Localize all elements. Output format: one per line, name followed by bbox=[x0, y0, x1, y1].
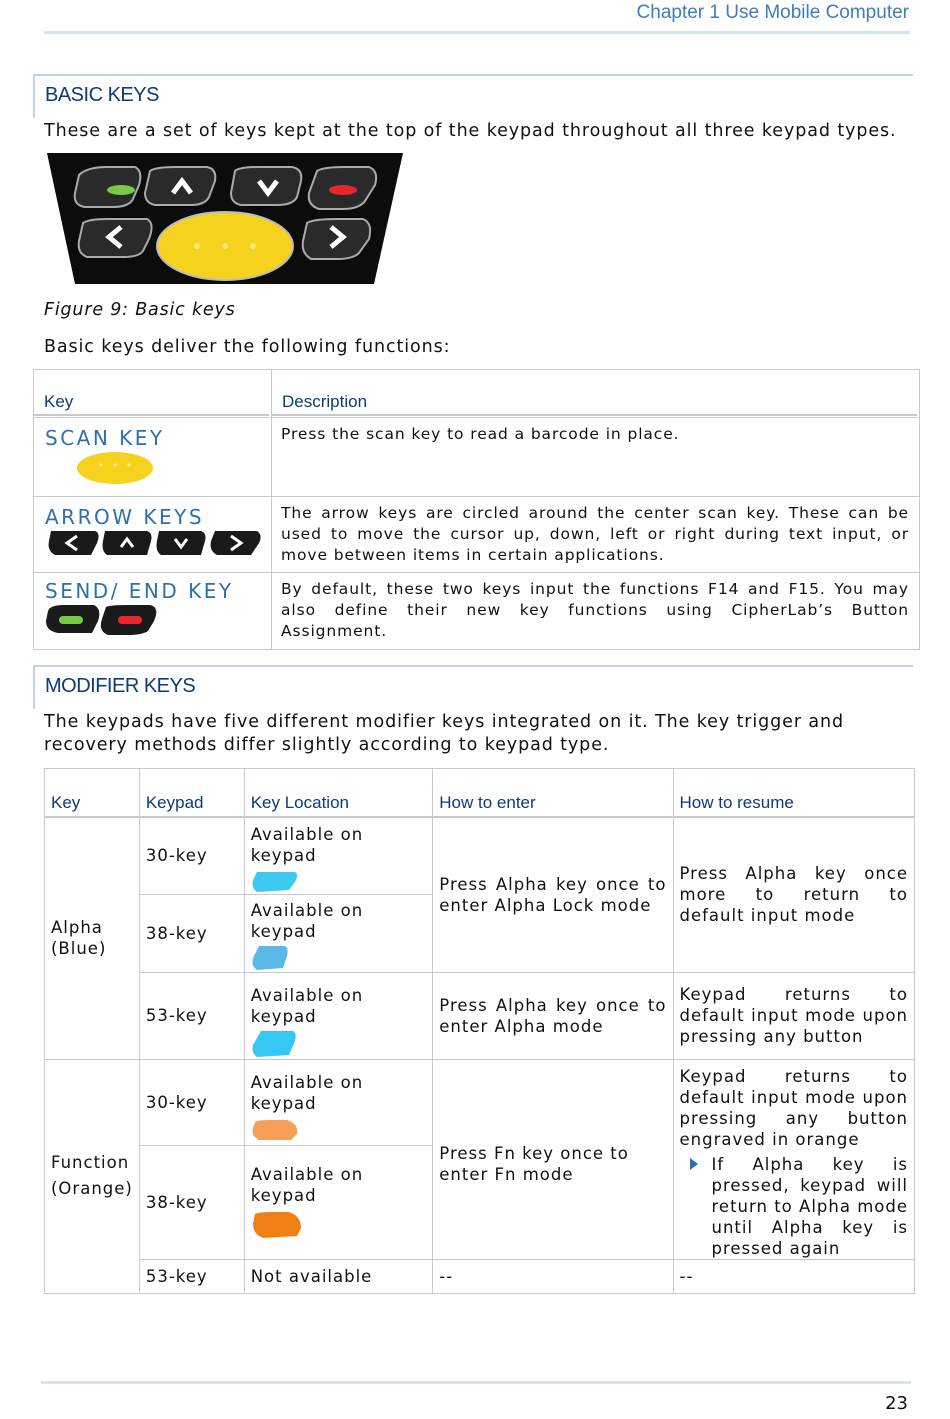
send-key-green bbox=[107, 185, 135, 195]
arrow-keys-label: ARROW KEYS bbox=[45, 505, 205, 529]
alpha-key-icon bbox=[251, 1029, 299, 1059]
fn-resume: Keypad returns to default input mode upon pressing any button engraved in orange bbox=[679, 1066, 908, 1149]
function-key-color: (Orange) bbox=[51, 1179, 133, 1198]
col-key-header: Key bbox=[34, 370, 269, 416]
table-row bbox=[45, 1059, 915, 1146]
header-how-to-enter: How to enter bbox=[439, 792, 536, 812]
alpha-key-color: (Blue) bbox=[51, 939, 107, 958]
table-row bbox=[45, 817, 915, 895]
header-key-location: Key Location bbox=[250, 792, 349, 812]
section-title: BASIC KEYS bbox=[45, 84, 159, 106]
alpha-enter-lock: Press Alpha key once to enter Alpha Lock mode bbox=[439, 874, 667, 915]
header-keypad: Keypad bbox=[145, 792, 204, 812]
arrow-keys-icon bbox=[45, 529, 265, 559]
basic-keys-section-header bbox=[33, 74, 913, 118]
down-key bbox=[231, 167, 301, 205]
send-end-keys-icon bbox=[44, 603, 164, 637]
keypad-type: 38-key bbox=[145, 923, 208, 943]
col-desc-header: Description bbox=[272, 370, 917, 416]
fn-resume-53: -- bbox=[679, 1266, 694, 1286]
keypad-type: 53-key bbox=[145, 1006, 208, 1025]
page-number: 23 bbox=[885, 1393, 908, 1414]
modifier-keys-table bbox=[44, 768, 915, 1294]
key-location: Available on keypad bbox=[250, 1165, 364, 1206]
header-key: Key bbox=[51, 792, 81, 812]
keypad-type: 30-key bbox=[145, 1092, 208, 1112]
basic-keys-table bbox=[33, 369, 920, 650]
alpha-resume: Keypad returns to default input mode upon pressing any button bbox=[679, 985, 908, 1046]
keypad-type: 53-key bbox=[145, 1266, 208, 1286]
basic-keys-intro: These are a set of keys kept at the top of the keypad throughout all three keypad types. bbox=[44, 121, 897, 141]
send-end-key-desc: By default, these two keys input the functions F14 and F15. You may also define their new key functions using CipherLab’s Button Assignment. bbox=[280, 580, 909, 640]
key-location: Not available bbox=[250, 1266, 373, 1286]
table-row bbox=[45, 1259, 915, 1293]
send-end-key-label: SEND/ END KEY bbox=[45, 579, 234, 603]
fn-resume-bullet: If Alpha key is pressed, keypad will return to Alpha mode until Alpha key is pressed again bbox=[680, 1154, 909, 1259]
end-key-red bbox=[329, 185, 357, 195]
table-row bbox=[34, 573, 920, 650]
alpha-enter: Press Alpha key once to enter Alpha mode bbox=[439, 995, 667, 1036]
scan-key-label: SCAN KEY bbox=[45, 426, 165, 450]
header-how-to-resume: How to resume bbox=[679, 792, 794, 812]
figure-caption: Figure 9: Basic keys bbox=[44, 300, 236, 320]
key-location: Available on keypad bbox=[250, 1072, 364, 1113]
left-key bbox=[79, 219, 152, 257]
alpha-key-name: Alpha bbox=[51, 918, 103, 937]
keypad-type: 38-key bbox=[145, 1192, 208, 1212]
alpha-resume-lock: Press Alpha key once more to return to default input mode bbox=[679, 864, 908, 925]
scan-key-icon bbox=[75, 450, 155, 486]
table-row bbox=[34, 497, 920, 573]
header-rule bbox=[44, 31, 910, 34]
table-row bbox=[45, 972, 915, 1059]
fn-enter-53: -- bbox=[439, 1266, 454, 1286]
modifier-keys-intro: The keypads have five different modifier keys integrated on it. The key trigger and recovery methods differ slightly according to keypad type. bbox=[44, 712, 845, 755]
chapter-header: Chapter 1 Use Mobile Computer bbox=[636, 2, 909, 23]
basic-keys-figure bbox=[47, 153, 403, 284]
arrow-keys-desc: The arrow keys are circled around the center scan key. These can be used to move the cursor up, down, left or right during text input, or move between items in certain applications. bbox=[280, 504, 909, 564]
scan-key-desc: Press the scan key to read a barcode in place. bbox=[280, 425, 680, 443]
key-location: Available on keypad bbox=[250, 824, 364, 865]
alpha-key-icon bbox=[251, 870, 299, 894]
right-key bbox=[303, 219, 370, 259]
basic-keys-lead: Basic keys deliver the following functions: bbox=[44, 337, 451, 357]
key-location: Available on keypad bbox=[250, 985, 364, 1026]
section-title: MODIFIER KEYS bbox=[45, 675, 196, 697]
function-key-name: Function bbox=[51, 1153, 130, 1172]
fn-enter: Press Fn key once to enter Fn mode bbox=[439, 1144, 629, 1184]
modifier-keys-section-header bbox=[33, 665, 913, 709]
footer-rule bbox=[41, 1381, 911, 1384]
keypad-type: 30-key bbox=[145, 846, 208, 865]
fn-key-icon bbox=[251, 1118, 301, 1144]
alpha-key-icon bbox=[251, 944, 291, 972]
table-row bbox=[34, 418, 920, 497]
bullet-triangle-icon bbox=[690, 1158, 698, 1170]
fn-key-icon bbox=[251, 1210, 303, 1240]
key-location: Available on keypad bbox=[250, 900, 364, 941]
